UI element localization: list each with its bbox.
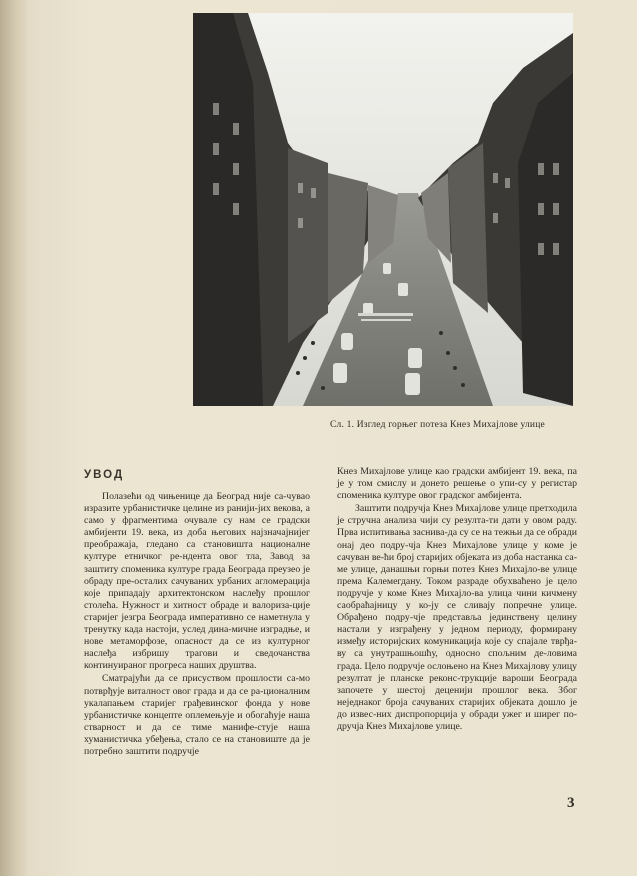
paragraph: Полазећи од чињенице да Београд није са-чувао изразите урбанистичке целине из ранији-јих векова, а само у фрагментима очувале су нам се градски амбијенти 19. века, из доба његових најзначајнијег преображаја, гледано са становишта националне културе етничког ре-ндента овог тла, Завод за заштиту споменика културе града Београда преузео је обраду пре-осталих сачуваних урбаних агломерација које припадају архитектонском наслеђу прошлог столећа. Нужност и хитност обраде и валориза-ције старијег језгра Београда императивно се наметнула у тренутку када настоји, услед дина-мичне изградње, и нове метаморфозе, опасност да се из културног наслеђа избришу трагови и сведочанства континуираног прогреса наших друштва. <box>84 491 310 672</box>
paragraph: Заштити подручја Кнез Михајлове улице претходила је стручна анализа чији су резулта-ти дати у овом раду. Прва испитивања заснива-да су се на тежњи да се обради онај део подру-чја Кнез Михајлове улице у коме је сачуван ве-ћи број старијих објеката из доба настанка са-ме улице, данашњи горњи потез Кнез Михајло-ве улице према Калемегдану. Током разраде обухваћено је цело подручје у коме Кнез Михајло-ва улица чини кичмену саобраћајницу у ко-ју се сливају попречне улице. Обрађено подру-чје представља јединствену целину настали у изграђену у једном периоду, формирану између историјских комуникација које су спајале тврђа-ву са унутрашњошћу, односно спољним де-ловима града. Цело подручје ослоњено на Кнез Михајлову улицу резултат је планске реконс-трукције вароши Београда започете у шестој деценији прошлог века. Због неједнаког броја сачуваних старијих објеката дошло је до извес-них диспропорција у обради ужег и ширег по-дручја Кнез Михајлове улице. <box>337 503 577 732</box>
street-photo <box>193 13 573 406</box>
page-number: 3 <box>567 795 575 811</box>
right-text-column <box>337 466 577 733</box>
street-photo-illustration <box>193 13 573 406</box>
paragraph: Кнез Михајлове улице као градски амбијент 19. века, па је у том смислу и донето решење о упи-су у регистар споменика културе овог градског амбијента. <box>337 466 577 502</box>
left-text-column <box>84 491 310 758</box>
binding-shadow <box>0 0 28 876</box>
photo-caption: Сл. 1. Изглед горњег потеза Кнез Михајлове улице <box>330 420 545 430</box>
section-heading: УВОД <box>84 469 125 481</box>
paragraph: Сматрајући да се присуством прошлости са-мо потврђује виталност овог града и да се ра-ционалним укалапањем старијег грађевинског фонда у нове урбанистичке концепте оплемењује и обогаћује наша стварност и да се тиме манифе-стује наша хуманистичка убеђења, стало се на становиште да је потребно заштити подручје <box>84 673 310 757</box>
